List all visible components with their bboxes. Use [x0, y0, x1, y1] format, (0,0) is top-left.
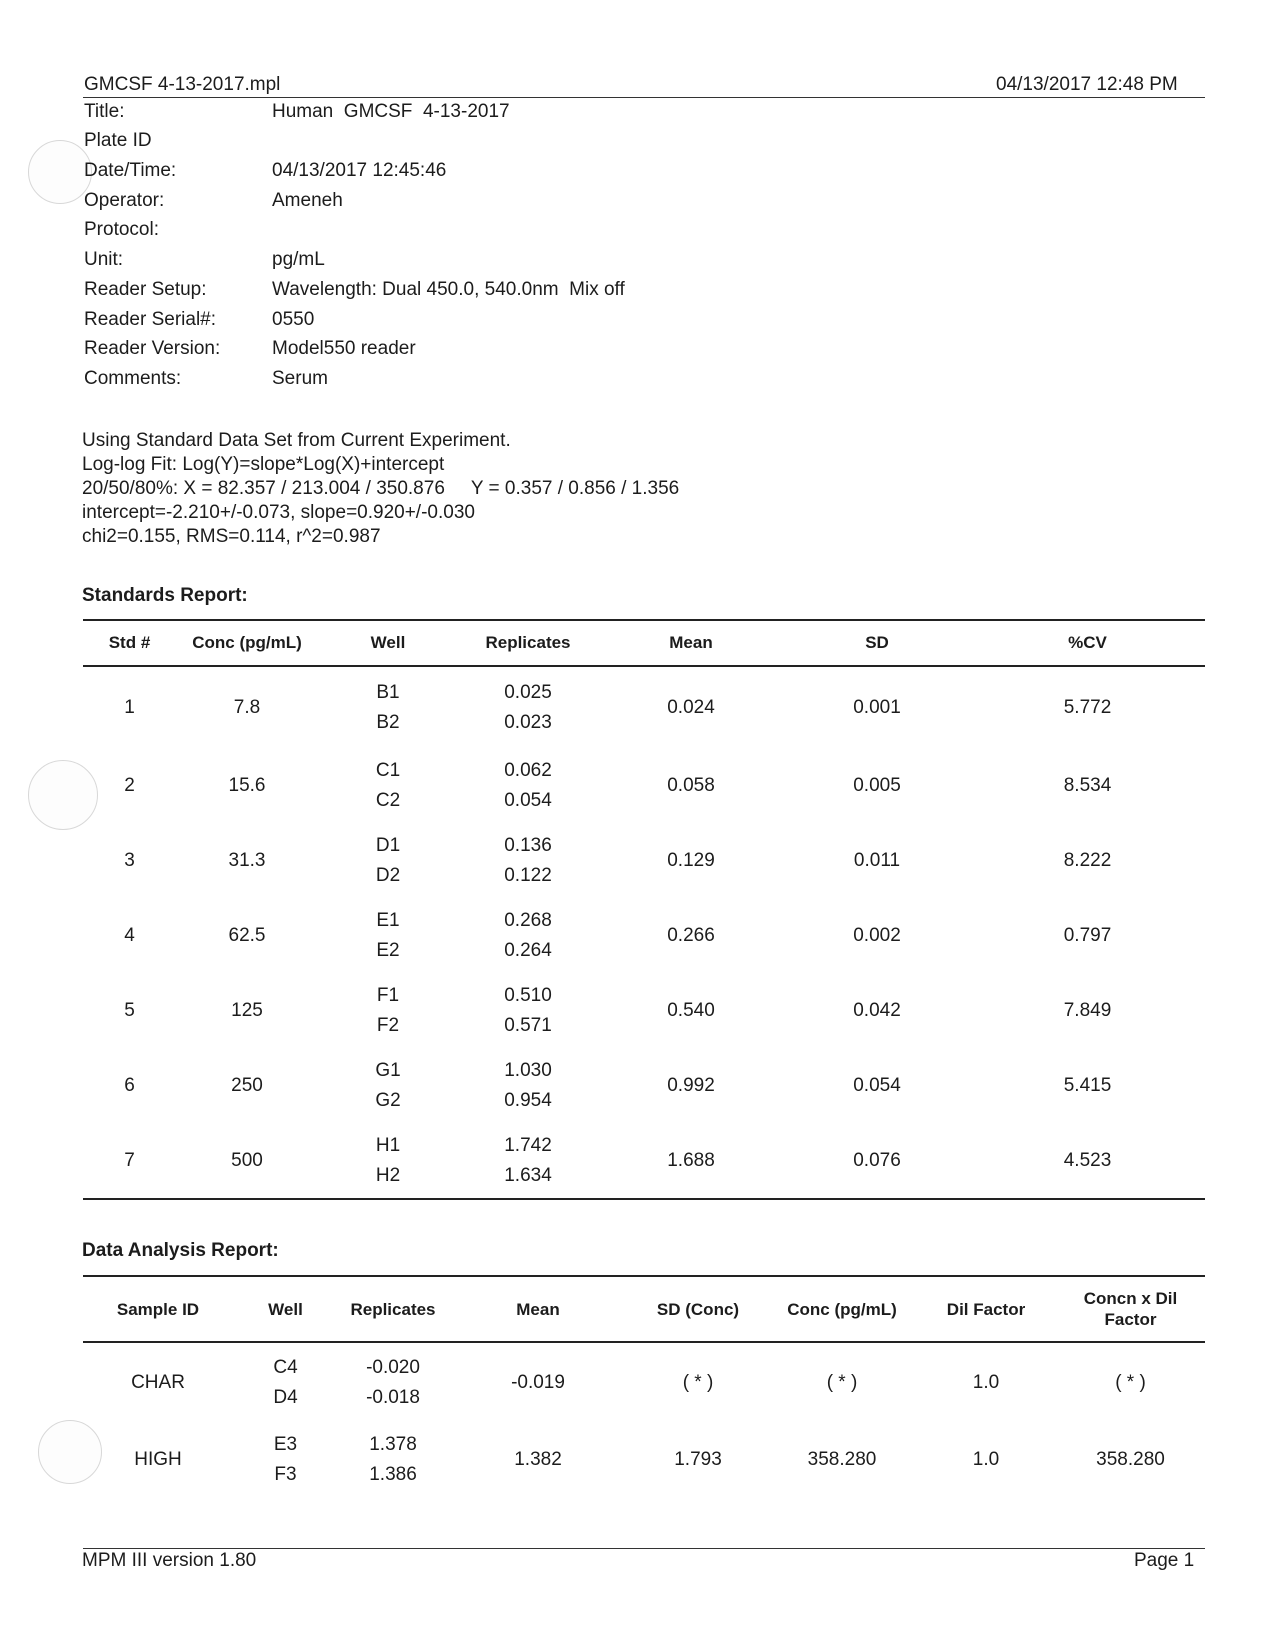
cv-value: 8.534 [1063, 774, 1112, 796]
col-header-sd: SD [865, 633, 889, 652]
conc-value: ( * ) [826, 1371, 858, 1393]
replicates-cell [458, 1123, 598, 1199]
meta-value: Wavelength: Dual 450.0, 540.0nm Mix off [272, 279, 625, 300]
well-id: C2 [375, 789, 401, 811]
sample-id: CHAR [131, 1371, 185, 1393]
table-row [83, 666, 1205, 748]
cv-value: 5.772 [1063, 696, 1112, 718]
col-header-concn-x-dil-factor: Concn x Dil Factor [1083, 1289, 1178, 1329]
replicate-value: 0.264 [504, 939, 552, 961]
replicate-value: 0.510 [504, 984, 552, 1006]
std-number: 5 [124, 999, 135, 1021]
mean-value: 0.992 [667, 1074, 715, 1096]
replicate-value: 0.023 [504, 711, 552, 733]
replicate-value: 1.378 [369, 1433, 417, 1455]
well-cell [318, 823, 458, 898]
sd-value: 0.001 [853, 696, 901, 718]
sd-value: 0.054 [853, 1074, 901, 1096]
well-cell [318, 898, 458, 973]
dil-factor-value: 1.0 [972, 1371, 1000, 1393]
col-header-std: Std # [108, 633, 151, 652]
std-conc: 250 [231, 1074, 263, 1096]
data-analysis-report-title: Data Analysis Report: [82, 1240, 279, 1261]
meta-label: Comments: [84, 368, 182, 389]
mean-value: 0.024 [667, 696, 715, 718]
file-name: GMCSF 4-13-2017.mpl [84, 74, 281, 95]
std-conc: 62.5 [228, 924, 266, 946]
table-row [83, 898, 1205, 973]
table-row [83, 1422, 1205, 1497]
meta-label: Plate ID [84, 130, 152, 151]
sd-conc-value: 1.793 [674, 1448, 722, 1470]
fit-line: chi2=0.155, RMS=0.114, r^2=0.987 [82, 526, 381, 547]
replicate-value: 0.136 [504, 834, 552, 856]
well-cell [233, 1342, 338, 1422]
meta-label: Reader Serial#: [84, 309, 217, 330]
mean-value: -0.019 [511, 1371, 565, 1393]
replicate-value: 0.062 [504, 759, 552, 781]
cv-value: 7.849 [1063, 999, 1112, 1021]
col-header-cv: %CV [1068, 633, 1107, 652]
punch-hole-top [28, 140, 92, 204]
std-conc: 31.3 [228, 849, 266, 871]
col-header-sample-id: Sample ID [116, 1299, 200, 1319]
well-id: C1 [375, 759, 401, 781]
sd-value: 0.076 [853, 1149, 901, 1171]
replicate-value: -0.018 [366, 1386, 420, 1408]
meta-value: Ameneh [272, 190, 343, 211]
well-id: E1 [376, 909, 400, 931]
std-number: 7 [124, 1149, 135, 1171]
well-id: H1 [375, 1134, 401, 1156]
replicates-cell [458, 973, 598, 1048]
meta-value: Human GMCSF 4-13-2017 [272, 101, 510, 122]
meta-value: 04/13/2017 12:45:46 [272, 160, 447, 181]
well-id: B1 [376, 681, 400, 703]
well-cell [318, 1048, 458, 1123]
replicate-value: 0.268 [504, 909, 552, 931]
data-analysis-table [83, 1277, 1205, 1497]
mean-value: 1.382 [514, 1448, 562, 1470]
footer-divider [83, 1548, 1205, 1549]
well-id: D1 [375, 834, 401, 856]
well-cell [318, 1123, 458, 1199]
standards-table [83, 621, 1205, 1200]
col-header-replicates: Replicates [350, 1299, 436, 1319]
col-header-mean: Mean [669, 633, 713, 652]
std-number: 6 [124, 1074, 135, 1096]
replicate-value: 1.030 [504, 1059, 552, 1081]
table-row [83, 823, 1205, 898]
fit-line: 20/50/80%: X = 82.357 / 213.004 / 350.876 Y = 0.357 / 0.856 / 1.356 [82, 478, 680, 499]
replicate-value: 1.386 [369, 1463, 417, 1485]
conc-value: 358.280 [807, 1448, 877, 1470]
meta-label: Protocol: [84, 219, 159, 240]
well-id: C4 [273, 1356, 298, 1378]
meta-label: Reader Setup: [84, 279, 207, 300]
well-id: F2 [376, 1014, 400, 1036]
replicate-value: -0.020 [366, 1356, 420, 1378]
mean-value: 0.058 [667, 774, 715, 796]
page-number: Page 1 [1134, 1550, 1195, 1571]
replicate-value: 1.742 [504, 1134, 552, 1156]
well-id: D4 [273, 1386, 298, 1408]
col-header-replicates: Replicates [485, 633, 571, 652]
well-cell [318, 973, 458, 1048]
meta-label: Reader Version: [84, 338, 221, 359]
fit-line: Using Standard Data Set from Current Experiment. [82, 430, 511, 451]
mean-value: 1.688 [667, 1149, 715, 1171]
col-header-conc: Conc (pg/mL) [787, 1299, 897, 1319]
curve-fit-summary [82, 429, 679, 549]
standards-report-title: Standards Report: [82, 585, 248, 606]
std-number: 1 [124, 696, 135, 718]
meta-label: Date/Time: [84, 160, 177, 181]
col-header-well: Well [370, 633, 406, 652]
print-datetime: 04/13/2017 12:48 PM [996, 74, 1178, 95]
replicate-value: 0.054 [504, 789, 552, 811]
replicate-value: 1.634 [504, 1164, 552, 1186]
well-id: H2 [375, 1164, 401, 1186]
replicates-cell [458, 1048, 598, 1123]
meta-value: pg/mL [272, 249, 325, 270]
mean-value: 0.540 [667, 999, 715, 1021]
mean-value: 0.129 [667, 849, 715, 871]
table-row [83, 1342, 1205, 1422]
std-number: 3 [124, 849, 135, 871]
concn-x-dil-value: 358.280 [1096, 1448, 1165, 1470]
replicates-cell [458, 898, 598, 973]
well-id: D2 [375, 864, 401, 886]
std-number: 4 [124, 924, 135, 946]
std-conc: 500 [231, 1149, 263, 1171]
replicates-cell [458, 666, 598, 748]
replicates-cell [338, 1342, 448, 1422]
well-cell [233, 1422, 338, 1497]
table-row [83, 1048, 1205, 1123]
meta-value: Model550 reader [272, 338, 416, 359]
well-id: B2 [376, 711, 400, 733]
software-version: MPM III version 1.80 [82, 1550, 257, 1571]
table-row [83, 1123, 1205, 1199]
col-header-mean: Mean [516, 1299, 560, 1319]
std-number: 2 [124, 774, 135, 796]
sd-value: 0.011 [853, 849, 901, 871]
well-id: F3 [274, 1463, 297, 1485]
cv-value: 5.415 [1063, 1074, 1112, 1096]
std-conc: 15.6 [228, 774, 266, 796]
well-cell [318, 666, 458, 748]
replicate-value: 0.122 [504, 864, 552, 886]
header-divider [83, 97, 1205, 98]
cv-value: 4.523 [1063, 1149, 1112, 1171]
mean-value: 0.266 [667, 924, 715, 946]
table-row [83, 973, 1205, 1048]
sample-id: HIGH [134, 1448, 182, 1470]
col-header-conc: Conc (pg/mL) [192, 633, 302, 652]
well-cell [318, 748, 458, 823]
sd-value: 0.042 [853, 999, 901, 1021]
replicates-cell [458, 823, 598, 898]
cv-value: 8.222 [1063, 849, 1112, 871]
sd-conc-value: ( * ) [682, 1371, 714, 1393]
dil-factor-value: 1.0 [972, 1448, 1000, 1470]
well-id: G1 [375, 1059, 401, 1081]
cv-value: 0.797 [1063, 924, 1112, 946]
well-id: E2 [376, 939, 400, 961]
replicate-value: 0.571 [504, 1014, 552, 1036]
fit-line: intercept=-2.210+/-0.073, slope=0.920+/-0.030 [82, 502, 475, 523]
replicates-cell [338, 1422, 448, 1497]
meta-label: Title: [84, 101, 125, 122]
well-id: F1 [376, 984, 400, 1006]
col-header-sd-conc: SD (Conc) [656, 1299, 740, 1319]
well-id: E3 [273, 1433, 298, 1455]
meta-value: 0550 [272, 309, 315, 330]
replicate-value: 0.954 [504, 1089, 552, 1111]
sd-value: 0.002 [853, 924, 901, 946]
std-conc: 125 [231, 999, 263, 1021]
replicates-cell [458, 748, 598, 823]
concn-x-dil-value: ( * ) [1115, 1371, 1146, 1393]
meta-label: Operator: [84, 190, 165, 211]
replicate-value: 0.025 [504, 681, 552, 703]
well-id: G2 [375, 1089, 401, 1111]
table-row [83, 748, 1205, 823]
meta-label: Unit: [84, 249, 124, 270]
meta-value: Serum [272, 368, 328, 389]
std-conc: 7.8 [233, 696, 261, 718]
sd-value: 0.005 [853, 774, 901, 796]
col-header-well: Well [268, 1299, 303, 1319]
fit-line: Log-log Fit: Log(Y)=slope*Log(X)+intercept [82, 454, 445, 475]
col-header-dil-factor: Dil Factor [946, 1299, 1026, 1319]
